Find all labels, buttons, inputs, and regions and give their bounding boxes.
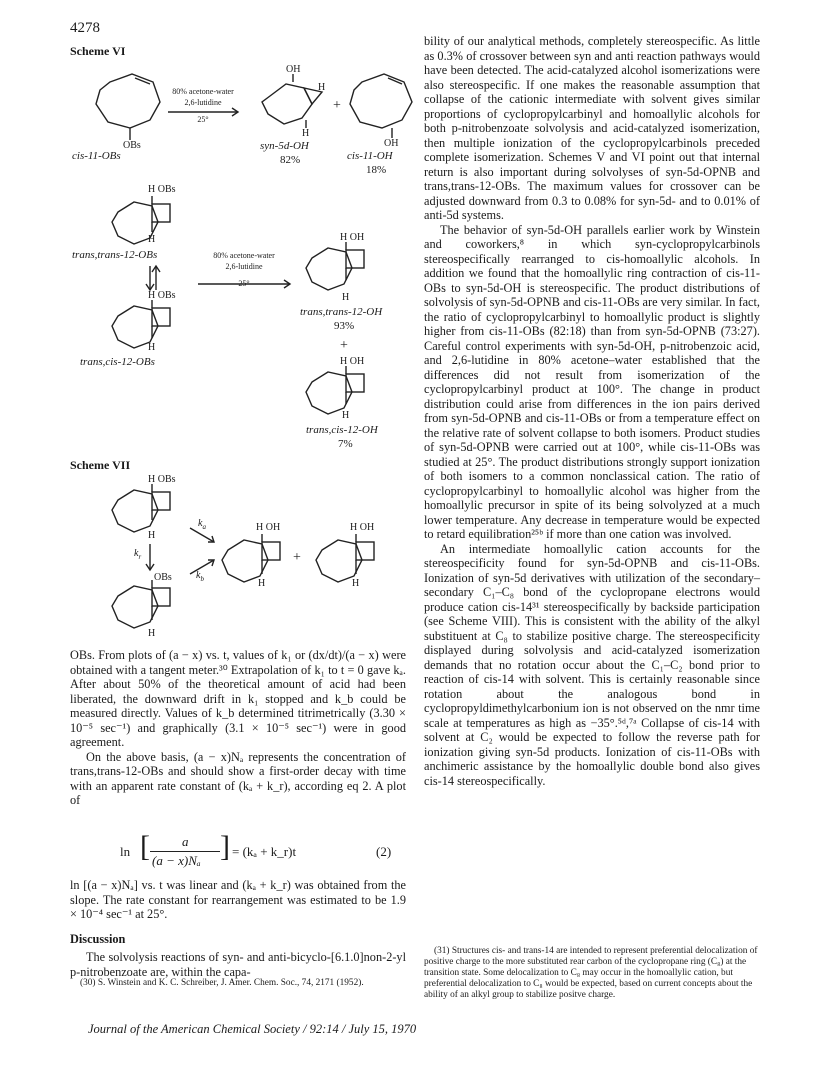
atom-h-oh-1: H OH (340, 232, 365, 243)
right-paragraph-3: An intermediate homoallylic cation accounts for the stereospecificity found for syn-5d-OPNB and cis-11-OBs. Ionization of syn-5d derivatives with utilization of the secondary–secondary C₁–C₈ bond of the cyclopropane electrons would produce cation cis-14³¹ stereospecifically by backside participation (see Scheme VIII). This is consistent with the ability of the alkyl substituent at C₈ to stabilize positive charge. The stereospecificity displayed during solvolysis and acid-catalyzed isomerization demands that no rotation occur about the C₁–C₂ bond prior to reaction of cis-14 with solvent. This is certainly reasonable since rotation about the analogous bond in cyclopropyldimethylcarbonium ion is not observed on the nmr time scale at temperatures as high as −35°.⁵ᵈ,⁷ᵃ Collapse of cis-14 with solvent at C₂ would be expected to follow the reverse path for ionization giving syn-5d products. Ionization of cis-11-OBs with anchimeric assistance by the homoallylic double bond also gives cis-14 stereospecifically. (424, 541, 760, 788)
rate-kb-sub: b (200, 575, 204, 583)
vii-atom-h-obs-1: H OBs (148, 474, 176, 485)
cond2-temp: 25° (238, 279, 250, 288)
label-trans-trans-12-obs: trans,trans-12-OBs (72, 249, 158, 261)
label-cis-11-obs: cis-11-OBs (72, 150, 121, 162)
atom-h-obs-2: H OBs (148, 290, 176, 301)
eq-rhs: = (kₐ + k_r)t (232, 844, 297, 859)
discussion-heading: Discussion (70, 931, 126, 946)
left-paragraph-4: The solvolysis reactions of syn- and anti-bicyclo-[6.1.0]non-2-yl p-nitrobenzoate are, within the capa- (70, 950, 406, 979)
cond2-solvent: 80% acetone-water (213, 251, 275, 260)
left-paragraph-2: On the above basis, (a − x)Nₐ represents the concentration of trans,trans-12-OBs and should show a first-order decay with time with an apparent rate constant of (kₐ + k_r), according eq 2. A plot of (70, 749, 406, 807)
footnote-30: (30) S. Winstein and K. C. Schreiber, J. Amer. Chem. Soc., 74, 2171 (1952). (80, 978, 364, 988)
rate-kb-k: k (196, 570, 201, 581)
eq-ln: ln (120, 844, 131, 859)
rate-kr-k: k (134, 548, 139, 559)
atom-h-6: H (342, 410, 350, 421)
yield-trans-cis-12-oh: 7% (338, 438, 353, 450)
right-column (424, 34, 760, 788)
footnote-31: (31) Structures cis- and trans-14 are intended to represent preferential delocalization of positive charge to the more substituted rear carbon of the cyclopropane ring (C₈) at the transition state. Some delocalization to C₈ may occur in the homoallylic cation, but preferential delocalization to C₈ would be expected, based on current concepts about the ability of an alkyl group to stabilize positve charge. (424, 946, 758, 1000)
vii-atom-h-oh-1: H OH (256, 522, 281, 533)
yield-trans-trans-12-oh: 93% (334, 320, 355, 332)
page-number: 4278 (70, 20, 100, 36)
atom-h-5: H (342, 292, 350, 303)
atom-oh-1: OH (286, 64, 301, 75)
rate-ka-sub: a (202, 523, 206, 531)
plus-2: + (340, 338, 348, 353)
atom-h-1: H (318, 82, 326, 93)
scheme-vi-title: Scheme VI (70, 44, 126, 58)
rate-ka-k: k (198, 518, 203, 529)
rate-ka (198, 518, 206, 531)
journal-footer: Journal of the American Chemical Society / 92:14 / July 15, 1970 (88, 1022, 417, 1036)
atom-h-oh-2: H OH (340, 356, 365, 367)
vii-atom-h-2: H (148, 628, 156, 639)
eq-number: (2) (376, 844, 392, 859)
atom-h-4: H (148, 342, 156, 353)
rate-kb (196, 570, 204, 583)
label-trans-trans-12-oh: trans,trans-12-OH (300, 306, 383, 318)
rate-kr (134, 548, 141, 561)
equation-2 (120, 832, 406, 872)
yield-syn-5d-oh: 82% (280, 154, 301, 166)
vii-atom-h-oh-2: H OH (350, 522, 375, 533)
cond1-solvent: 80% acetone-water (172, 87, 234, 96)
rate-kr-sub: r (138, 553, 142, 561)
vii-atom-h-3: H (258, 578, 266, 589)
scheme-vii-title: Scheme VII (70, 458, 131, 472)
eq-numerator: a (182, 834, 189, 849)
atom-obs-1: OBs (123, 140, 141, 151)
cond1-base: 2,6-lutidine (184, 98, 222, 107)
eq-bracket-left: [ (140, 830, 150, 863)
vii-atom-obs-2: OBs (154, 572, 172, 583)
label-trans-cis-12-oh: trans,cis-12-OH (306, 424, 378, 436)
right-paragraph-2: The behavior of syn-5d-OH parallels earlier work by Winstein and coworkers,⁸ in which syn-cyclopropylcarbinols stereospecifically rearranged to cis-homoallylic alcohols. In addition we found that the homoallylic ring contraction of cis-11-OBs to syn-5d-OH is stereospecific. The product distributions of solvolysis of syn-5d-OPNB and cis-11-OBs are very similar. In fact, the ratio of cyclopropylcarbinyl to homoallylic product is slightly higher from cis-11-OBs (82:18) than from syn-5d-OPNB (73:27). Careful control experiments with syn-5d-OH, p-nitrobenzoic acid, and 2,6-lutidine in 80% acetone–water established that the differences did not result from isomerization of the cyclopropylcarbinyl product at 100°. The change in product distribution could arise from differences in the ion pairs derived from syn-5d-OPNB and cis-11-OBs or from a temperature effect on the relative rate of solvent collapse to both isomers. Product studies of syn-5d-OPNB were carried out at 100°, while cis-11-OBs was studied at 25°. The product distributions strongly support ionization of both isomers to a common nonclassical cation. The ratio of cyclopropylcarbinyl to homoallylic alcohol was higher from the homoallylic precursor in spite of its being solvolyzed at a much lower temperature. Any decrease in temperature would be expected to retard equilibration²⁵ᵇ if more than one cation was involved. (424, 222, 760, 541)
eq-bracket-right: ] (220, 830, 230, 863)
left-paragraph-3: ln [(a − x)Nₐ] vs. t was linear and (kₐ + k_r) was obtained from the slope. The rate constant for rearrangement was estimated to be 1.9 × 10⁻⁴ sec⁻¹ at 25°. (70, 878, 406, 921)
cond1-temp: 25° (197, 115, 209, 124)
plus-1: + (333, 98, 341, 113)
vii-atom-h-1: H (148, 530, 156, 541)
vii-plus: + (293, 550, 301, 565)
eq-denominator: (a − x)Nₐ (152, 853, 201, 868)
right-paragraph-1: bility of our analytical methods, completely stereospecific. As little as 0.3% of crossover between syn and anti reaction pathways would have been detected. The acid-catalyzed alcohol isomerizations were also stereospecific. If one makes the reasonable assumption that collapse of the cationic intermediate with solvent gives similar proportions of cyclopropylcarbinyl and homoallylic alcohols for both p-nitrobenzoate solvolysis and acid-catalyzed isomerization, then multiple ionization of the cyclopropylcarbinols preceded complete isomerization. Schemes V and VI point out that internal return is also important during solvolyses of syn-5d-OPNB and trans,trans-12-OBs. The maximum values for crossover can be adjusted downward from 0.3 to 0.08% for syn-5d- and to 0.01% of anti-5d systems. (424, 34, 760, 222)
left-column (70, 648, 406, 808)
label-cis-11-oh: cis-11-OH (347, 150, 393, 162)
atom-h-3: H (148, 234, 156, 245)
cond2-base: 2,6-lutidine (225, 262, 263, 271)
label-trans-cis-12-obs: trans,cis-12-OBs (80, 356, 155, 368)
left-paragraph-1: OBs. From plots of (a − x) vs. t, values of k₁ or (dx/dt)/(a − x) were obtained with a tangent meter.³⁰ Extrapolation of k₁ to t = 0 gave kₐ. After about 50% of the theoretical amount of acid had been liberated, the downward drift in k₁ stopped and k_b could be measured directly. Values of k_b determined titrimetrically (3.30 × 10⁻⁵ sec⁻¹) and graphically (3.1 × 10⁻⁵ sec⁻¹) were in good agreement. (70, 648, 406, 749)
label-syn-5d-oh: syn-5d-OH (260, 140, 309, 152)
vii-atom-h-4: H (352, 578, 360, 589)
left-column-lower (70, 878, 406, 979)
atom-h-obs-1: H OBs (148, 184, 176, 195)
eq-fraction-bar (150, 851, 220, 852)
atom-h-2: H (302, 128, 310, 139)
atom-oh-2: OH (384, 138, 399, 149)
yield-cis-11-oh: 18% (366, 164, 387, 176)
